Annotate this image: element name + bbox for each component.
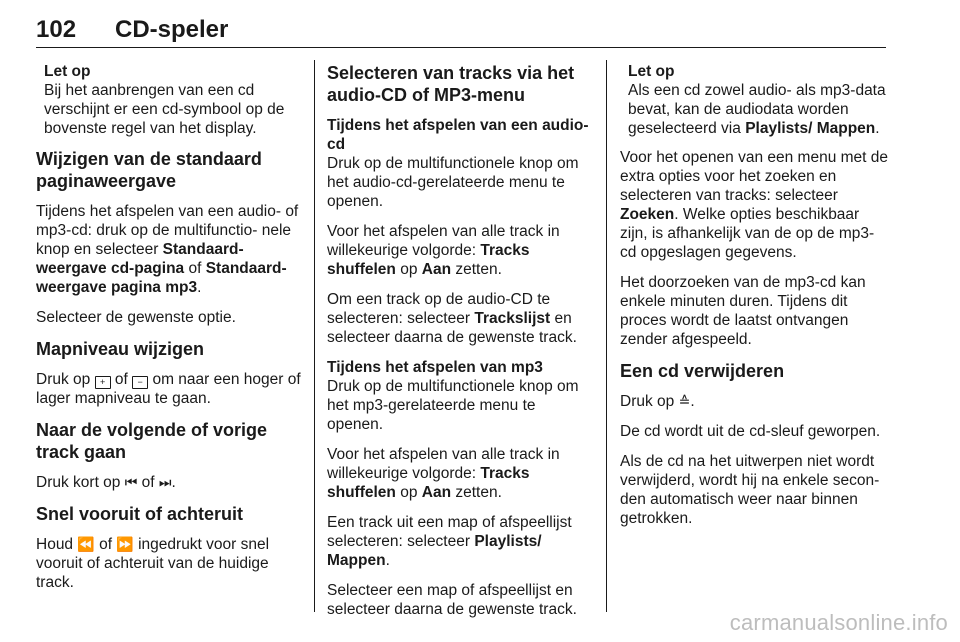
text: Druk kort op <box>36 474 125 491</box>
paragraph-folder-level <box>36 370 304 408</box>
menu-option-shuffle: Tracks shuffelen <box>327 465 530 501</box>
paragraph-folder-playlist <box>327 513 595 570</box>
menu-option-on: Aan <box>421 261 452 278</box>
note-mixed-cd <box>628 62 888 138</box>
text: Voor het afspelen van alle track in willekeurige volgorde: <box>327 223 560 259</box>
text: op <box>395 484 422 501</box>
note-label: Let op <box>44 63 91 80</box>
note-cd-symbol <box>44 62 304 138</box>
text: . <box>385 552 390 569</box>
heading-standard-view: Wijzigen van de standaard paginaweergave <box>36 149 262 191</box>
text: of <box>184 260 206 277</box>
paragraph-track-list <box>327 290 595 347</box>
text: om naar een hoger of lager mapniveau te gaan. <box>36 371 301 407</box>
column-divider-2 <box>606 60 607 612</box>
text: Als een cd zowel audio- als mp3-data bevat, kan de audiodata worden geselecteerd via <box>628 82 886 137</box>
paragraph-search-options <box>620 148 888 262</box>
heading-select-tracks: Selecteren van tracks via het audio-CD of MP3-menu <box>327 63 575 105</box>
header-divider <box>36 47 886 48</box>
paragraph-fast-forward <box>36 535 304 592</box>
menu-option-shuffle: Tracks shuffelen <box>327 242 530 278</box>
menu-option-on: Aan <box>421 484 452 501</box>
subheading-mp3: Tijdens het afspelen van mp3 <box>327 359 543 376</box>
text: Een track uit een map of afspeellijst selecteren: selecteer <box>327 514 572 550</box>
menu-option-tracklist: Trackslijst <box>474 310 551 327</box>
folder-down-icon: − <box>132 376 148 389</box>
paragraph-retract: Als de cd na het uitwerpen niet wordt verwijderd, wordt hij na enkele secon- den automatisch weer naar binnen getrokken. <box>620 453 880 527</box>
text: Tijdens het afspelen van een audio- of mp3-cd: druk op de multifunctio- nele knop en selecteer <box>36 203 299 258</box>
paragraph-audio-menu: Druk op de multifunctionele knop om het audio-cd-gerelateerde menu te openen. <box>327 155 579 210</box>
menu-option-search: Zoeken <box>620 206 675 223</box>
text: Druk op <box>36 371 95 388</box>
text: Om een track op de audio-CD te selecteren: selecteer <box>327 291 551 327</box>
paragraph-eject <box>620 392 888 411</box>
text: . <box>197 279 202 296</box>
paragraph-mp3-shuffle <box>327 445 595 502</box>
paragraph-ejected: De cd wordt uit de cd-sleuf geworpen. <box>620 423 881 440</box>
text: of <box>110 371 133 388</box>
paragraph-next-prev-track <box>36 473 304 492</box>
menu-option-playlists: Playlists/ Mappen <box>327 533 542 569</box>
text: of <box>137 474 159 491</box>
text: op <box>395 261 422 278</box>
column-middle <box>327 62 595 630</box>
text: zetten. <box>451 484 502 501</box>
text: Voor het afspelen van alle track in willekeurige volgorde: <box>327 446 560 482</box>
menu-option-playlists: Playlists/ Mappen <box>745 120 876 137</box>
note-label: Let op <box>628 63 675 80</box>
heading-folder-level: Mapniveau wijzigen <box>36 339 205 359</box>
text: Druk op <box>620 393 679 410</box>
menu-option-standard-mp3: Standaard- weergave pagina mp3 <box>36 260 287 296</box>
text: . <box>171 474 176 491</box>
page-number: 102 <box>36 16 77 43</box>
text: zetten. <box>451 261 502 278</box>
paragraph-standard-view <box>36 202 304 297</box>
heading-next-prev-track: Naar de volgende of vorige track gaan <box>36 420 268 462</box>
chapter-title: CD-speler <box>115 16 229 43</box>
watermark: carmanualsonline.info <box>729 610 948 635</box>
heading-remove-cd: Een cd verwijderen <box>620 361 785 381</box>
text: Voor het openen van een menu met de extra opties voor het zoeken en selecteren van tracks: selecteer <box>620 149 889 204</box>
rewind-icon: ⏪ <box>77 536 95 552</box>
subheading-audio-cd: Tijdens het afspelen van een audio-cd <box>327 117 589 153</box>
note-text: Bij het aanbrengen van een cd verschijnt er een cd-symbool op de bovenste regel van het display. <box>44 82 285 137</box>
paragraph-mp3-menu: Druk op de multifunctionele knop om het mp3-gerelateerde menu te openen. <box>327 378 579 433</box>
text: ingedrukt voor snel vooruit of achteruit van de huidige track. <box>36 536 270 591</box>
heading-fast-forward: Snel vooruit of achteruit <box>36 504 244 524</box>
text: en selecteer daarna de gewenste track. <box>327 310 577 346</box>
next-track-icon: ⏭ <box>158 474 172 490</box>
paragraph-audio-shuffle <box>327 222 595 279</box>
page-header <box>36 6 886 48</box>
eject-icon: ≙ <box>678 393 691 409</box>
previous-track-icon: ⏮ <box>124 474 138 490</box>
paragraph-select-playlist: Selecteer een map of afspeellijst en selecteer daarna de gewenste track. <box>327 582 577 618</box>
folder-up-icon: + <box>95 376 111 389</box>
paragraph-search-duration: Het doorzoeken van de mp3-cd kan enkele minuten duren. Tijdens dit proces wordt de laatst ontvangen zender afgespeeld. <box>620 274 866 348</box>
paragraph-select-option: Selecteer de gewenste optie. <box>36 309 236 326</box>
text: . <box>690 393 695 410</box>
text: . Welke opties beschikbaar zijn, is afhankelijk van de op de mp3-cd opgeslagen gegevens. <box>620 206 875 261</box>
text: Houd <box>36 536 78 553</box>
fast-forward-icon: ⏩ <box>116 536 134 552</box>
text: . <box>875 120 880 137</box>
menu-option-standard-cd: Standaard- weergave cd-pagina <box>36 241 244 277</box>
text: of <box>94 536 117 553</box>
column-divider-1 <box>314 60 315 612</box>
column-right <box>620 62 888 539</box>
column-left <box>36 62 304 603</box>
